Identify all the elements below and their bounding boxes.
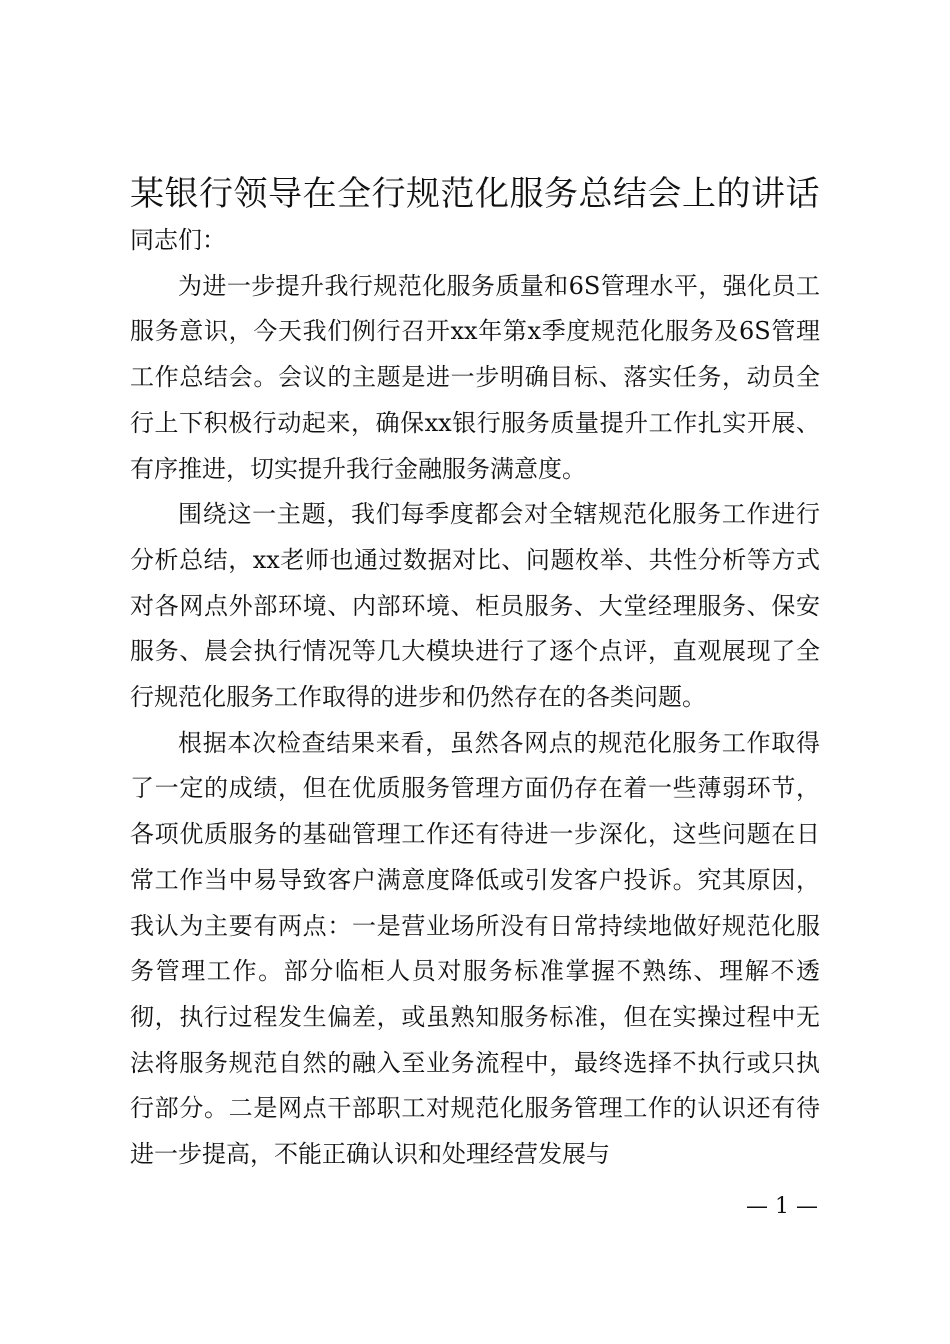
document-title: 某银行领导在全行规范化服务总结会上的讲话 <box>130 174 820 214</box>
document-body <box>130 218 820 1178</box>
paragraph: 为进一步提升我行规范化服务质量和6S管理水平，强化员工服务意识，今天我们例行召开xx年第x季度规范化服务及6S管理工作总结会。会议的主题是进一步明确目标、落实任务，动员全行上下积极行动起来，确保xx银行服务质量提升工作扎实开展、有序推进，切实提升我行金融服务满意度。 <box>130 271 820 483</box>
page-number: — 1 — <box>746 1194 818 1219</box>
paragraph: 根据本次检查结果来看，虽然各网点的规范化服务工作取得了一定的成绩，但在优质服务管理方面仍存在着一些薄弱环节，各项优质服务的基础管理工作还有待进一步深化，这些问题在日常工作当中易导致客户满意度降低或引发客户投诉。究其原因，我认为主要有两点：一是营业场所没有日常持续地做好规范化服务管理工作。部分临柜人员对服务标准掌握不熟练、理解不透彻，执行过程发生偏差，或虽熟知服务标准，但在实操过程中无法将服务规范自然的融入至业务流程中，最终选择不执行或只执行部分。二是网点干部职工对规范化服务管理工作的认识还有待进一步提高，不能正确认识和处理经营发展与 <box>130 728 820 1169</box>
paragraph: 围绕这一主题，我们每季度都会对全辖规范化服务工作进行分析总结，xx老师也通过数据对比、问题枚举、共性分析等方式对各网点外部环境、内部环境、柜员服务、大堂经理服务、保安服务、晨会执行情况等几大模块进行了逐个点评，直观展现了全行规范化服务工作取得的进步和仍然存在的各类问题。 <box>130 500 820 712</box>
salutation: 同志们： <box>130 226 226 254</box>
